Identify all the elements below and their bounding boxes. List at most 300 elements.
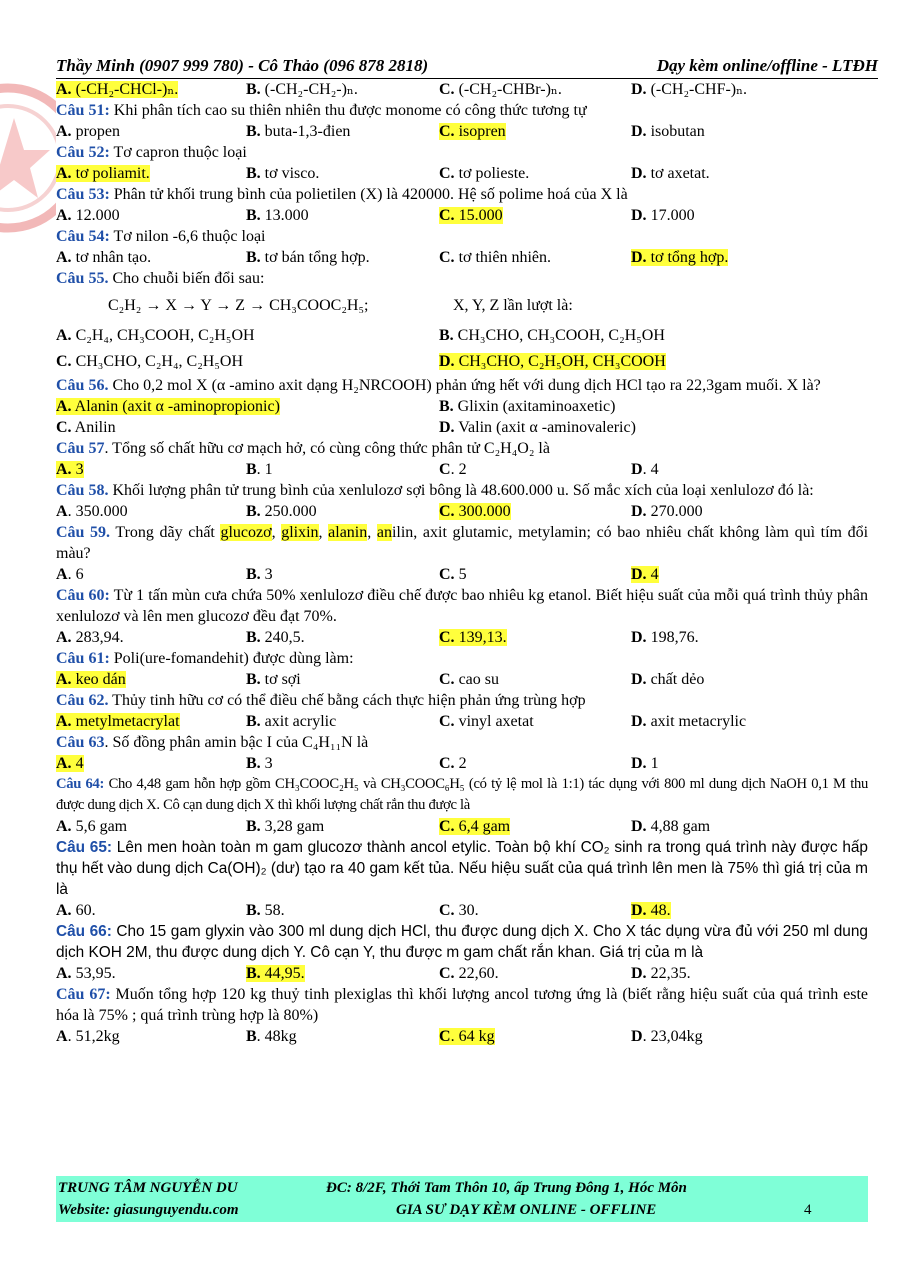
- option-text: 3: [260, 566, 273, 583]
- option-text: 13.000: [260, 207, 309, 224]
- option-b: [439, 396, 615, 417]
- option-label: D.: [631, 165, 647, 182]
- question-5: [56, 268, 868, 375]
- option-text: Valin (axit α -aminovaleric): [454, 419, 636, 436]
- option-body: [631, 755, 659, 772]
- option-d: [631, 247, 728, 268]
- option-label: A: [56, 566, 68, 583]
- option-label: B.: [246, 123, 261, 140]
- option-label: D.: [631, 818, 647, 835]
- question-7: [56, 438, 868, 480]
- question-stem-text: Cho 4,48 gam hỗn hợp gồm CH₃COOC₂H₅ và CH₃COOC₆H₅ (có tỷ lệ mol là 1:1) tác dụng với 800 ml dung dịch NaOH 0,1 M thu được dung dịch X. Cô cạn dung dịch X thì khối lượng chất rắn thu được là: [56, 776, 868, 813]
- option-text: C₂H₄, CH₃COOH, C₂H₅OH: [71, 327, 255, 344]
- question-stem-text: Khối lượng phân tử trung bình của xenlulozơ sợi bông là 48.600.000 u. Số mắc xích của loại xenlulozơ đó là:: [108, 482, 814, 499]
- option-body: [631, 965, 691, 982]
- option-label: B.: [439, 327, 454, 344]
- option-text: . 4: [642, 461, 659, 478]
- option-a: [56, 816, 127, 837]
- question-14: [56, 774, 868, 837]
- option-body: [56, 629, 124, 646]
- option-body: [246, 81, 358, 98]
- question-12: [56, 690, 868, 732]
- option-label: C.: [439, 566, 455, 583]
- option-text: tơ sợi: [260, 671, 301, 688]
- question-8: [56, 480, 868, 522]
- question-stem: [56, 984, 868, 1026]
- correct-answer-highlight: [439, 503, 511, 520]
- option-d: [631, 459, 659, 480]
- option-body: [246, 566, 273, 583]
- option-text: CH₃CHO, C₂H₄, C₂H₅OH: [71, 353, 244, 370]
- question-stem-part: ,: [318, 524, 329, 541]
- option-c: [439, 564, 467, 585]
- option-label: A.: [56, 249, 72, 266]
- option-a: [56, 459, 84, 480]
- option-body: [246, 902, 285, 919]
- option-c: [439, 205, 503, 226]
- footer-website: Website: giasunguyendu.com: [58, 1202, 239, 1218]
- option-body: [631, 1028, 703, 1045]
- correct-answer-highlight: [56, 713, 180, 730]
- correct-answer-highlight: [439, 123, 506, 140]
- question-number: Câu 56.: [56, 377, 109, 394]
- option-label: A.: [56, 671, 72, 688]
- option-d: [631, 564, 659, 585]
- option-body: [56, 353, 243, 370]
- option-label: B.: [246, 503, 261, 520]
- option-body: [246, 1028, 297, 1045]
- option-label: B: [246, 461, 257, 478]
- option-a: [56, 669, 126, 690]
- option-body: [56, 327, 255, 344]
- question-number: Câu 51:: [56, 102, 110, 119]
- question-stem-text: Thủy tinh hữu cơ có thể điều chế bằng cách thực hiện phản ứng trùng hợp: [108, 692, 586, 709]
- option-text: . 64 kg: [450, 1028, 495, 1045]
- options-row: [56, 205, 868, 226]
- option-text: chất dẻo: [646, 671, 705, 688]
- option-d: [439, 417, 636, 438]
- option-c: [439, 900, 479, 921]
- option-text: 53,95.: [71, 965, 116, 982]
- option-label: C: [439, 461, 451, 478]
- question-stem-part: ,: [271, 524, 282, 541]
- option-text: 22,35.: [646, 965, 691, 982]
- option-text: 30.: [454, 902, 479, 919]
- option-text: tơ nhân tạo.: [71, 249, 152, 266]
- option-text: vinyl axetat: [454, 713, 534, 730]
- option-text: 139,13.: [454, 629, 507, 646]
- option-body: [439, 165, 529, 182]
- option-text: 4: [646, 566, 659, 583]
- option-body: [439, 965, 499, 982]
- option-text: 198,76.: [646, 629, 699, 646]
- option-body: [56, 566, 84, 583]
- option-body: [631, 165, 710, 182]
- option-label: C.: [439, 671, 455, 688]
- option-text: tơ thiên nhiên.: [454, 249, 552, 266]
- option-text: 4,88 gam: [646, 818, 711, 835]
- question-stem-text: Phân tử khối trung bình của polietilen (X) là 420000. Hệ số polime hoá của X là: [109, 186, 628, 203]
- option-label: A: [56, 503, 68, 520]
- question-stem-text: . Tổng số chất hữu cơ mạch hở, có cùng công thức phân tử C₂H₄O₂ là: [104, 440, 550, 457]
- option-c: [439, 627, 507, 648]
- option-text: 2: [454, 755, 467, 772]
- option-text: axit metacrylic: [646, 713, 747, 730]
- option-label: C.: [439, 123, 455, 140]
- option-c: [439, 501, 511, 522]
- option-a: [56, 323, 255, 349]
- correct-answer-highlight: [439, 629, 507, 646]
- question-stem-text: Tơ nilon -6,6 thuộc loại: [109, 228, 266, 245]
- option-body: [246, 671, 301, 688]
- option-text: tơ bán tổng hợp.: [260, 249, 370, 266]
- option-text: . 350.000: [67, 503, 128, 520]
- question-stem-text: Lên men hoàn toàn m gam glucozơ thành ancol etylic. Toàn bộ khí CO₂ sinh ra trong quá trình này được hấp thụ hết vào dung dịch Ca(OH)₂ (dư) tạo ra 40 gam kết tủa. Nếu hiệu suất của quá trình lên men là 75% thì giá trị của m là: [56, 839, 868, 898]
- option-body: [631, 713, 746, 730]
- question-number: Câu 60:: [56, 587, 110, 604]
- option-body: [56, 207, 120, 224]
- option-body: [56, 503, 128, 520]
- options-row: [56, 459, 868, 480]
- option-label: C.: [439, 755, 455, 772]
- option-text: isopren: [454, 123, 506, 140]
- option-text: CH₃CHO, CH₃COOH, C₂H₅OH: [453, 327, 665, 344]
- question-15: [56, 837, 868, 921]
- option-body: [439, 566, 467, 583]
- option-label: C.: [439, 207, 455, 224]
- option-label: B.: [246, 249, 261, 266]
- option-text: 17.000: [646, 207, 695, 224]
- header-tagline: Dạy kèm online/offline - LTĐH: [656, 56, 878, 75]
- question-number: Câu 67:: [56, 986, 111, 1003]
- option-label: B: [246, 1028, 257, 1045]
- option-b: [246, 816, 324, 837]
- question-stem: [56, 480, 868, 501]
- question-number: Câu 66:: [56, 923, 112, 940]
- option-text: 60.: [71, 902, 96, 919]
- question-stem: [56, 732, 868, 753]
- correct-answer-highlight: [56, 398, 280, 415]
- option-label: C.: [439, 165, 455, 182]
- option-d: [631, 163, 710, 184]
- option-a: [56, 753, 84, 774]
- question-stem-part: glucozơ: [220, 524, 272, 541]
- option-label: D.: [631, 713, 647, 730]
- option-d: [631, 79, 747, 100]
- option-text: tơ tổng hợp.: [646, 249, 729, 266]
- option-body: [246, 207, 309, 224]
- option-label: B.: [439, 398, 454, 415]
- correct-answer-highlight: [631, 566, 659, 583]
- option-label: C.: [56, 419, 72, 436]
- option-a: [56, 121, 120, 142]
- correct-answer-highlight: [56, 671, 126, 688]
- option-text: 283,94.: [71, 629, 124, 646]
- question-10: [56, 585, 868, 648]
- question-stem: [56, 142, 868, 163]
- option-c: [439, 753, 467, 774]
- option-a: [56, 900, 96, 921]
- question-stem: [56, 522, 868, 564]
- option-c: [439, 79, 562, 100]
- options-row: [56, 711, 868, 732]
- correct-answer-highlight: [439, 818, 510, 835]
- option-d: [631, 669, 704, 690]
- option-text: 58.: [260, 902, 285, 919]
- option-a: [56, 396, 280, 417]
- option-label: D.: [439, 419, 455, 436]
- question-stem: [56, 690, 868, 711]
- question-6: [56, 375, 868, 438]
- option-text: . 2: [450, 461, 467, 478]
- question-stem-part: an: [376, 524, 392, 541]
- option-text: 6,4 gam: [454, 818, 511, 835]
- option-b: [246, 669, 301, 690]
- option-text: 5,6 gam: [71, 818, 128, 835]
- options-row: [56, 396, 868, 417]
- option-d: [631, 900, 671, 921]
- option-text: 12.000: [71, 207, 120, 224]
- option-b: [246, 121, 350, 142]
- option-body: [56, 965, 116, 982]
- option-body: [631, 629, 699, 646]
- option-c: [439, 711, 534, 732]
- footer-service: GIA SƯ DẠY KÈM ONLINE - OFFLINE: [396, 1202, 657, 1218]
- option-text: 22,60.: [454, 965, 499, 982]
- option-a: [56, 627, 124, 648]
- option-label: A.: [56, 165, 72, 182]
- option-body: [439, 419, 636, 436]
- option-label: C.: [439, 713, 455, 730]
- options-row: [56, 627, 868, 648]
- reaction-chain-formula: C₂H₂ → X → Y → Z → CH₃COOC₂H₅;: [108, 297, 369, 314]
- question-stem-text: Tơ capron thuộc loại: [109, 144, 247, 161]
- question-stem: [56, 268, 868, 289]
- option-label: D.: [631, 249, 647, 266]
- correct-answer-highlight: [56, 755, 84, 772]
- option-text: tơ axetat.: [646, 165, 710, 182]
- option-label: A.: [56, 81, 72, 98]
- option-label: D.: [439, 353, 455, 370]
- option-d: [631, 1026, 703, 1047]
- option-a: [56, 79, 178, 100]
- option-a: [56, 1026, 120, 1047]
- option-label: C.: [439, 249, 455, 266]
- option-b: [246, 205, 309, 226]
- question-17: [56, 984, 868, 1047]
- option-text: (-CH₂-CHF-)ₙ.: [646, 81, 748, 98]
- option-body: [439, 461, 467, 478]
- option-body: [439, 327, 665, 344]
- question-number: Câu 62.: [56, 692, 109, 709]
- options-row: [56, 669, 868, 690]
- option-d: [631, 753, 659, 774]
- options-row: [56, 753, 868, 774]
- option-body: [246, 249, 370, 266]
- option-label: B.: [246, 818, 261, 835]
- option-body: [631, 503, 703, 520]
- option-label: C.: [439, 629, 455, 646]
- question-stem-text: Cho 0,2 mol X (α -amino axit dạng H₂NRCOOH) phản ứng hết với dung dịch HCl tạo ra 22,3gam muối. X là?: [108, 377, 821, 394]
- option-label: D.: [631, 566, 647, 583]
- option-text: 3,28 gam: [260, 818, 325, 835]
- question-stem-text: . Số đồng phân amin bậc I của C₄H₁₁N là: [104, 734, 369, 751]
- option-body: [439, 398, 615, 415]
- option-c: [439, 669, 499, 690]
- option-label: C.: [439, 503, 455, 520]
- options-row: [56, 417, 868, 438]
- question-number: Câu 64:: [56, 776, 105, 792]
- option-b: [246, 459, 273, 480]
- question-number: Câu 65:: [56, 839, 113, 856]
- reaction-chain: [108, 295, 868, 317]
- option-label: C.: [439, 818, 455, 835]
- option-text: . 23,04kg: [642, 1028, 703, 1045]
- question-stem: [56, 438, 868, 459]
- option-body: [56, 1028, 120, 1045]
- option-label: B.: [246, 566, 261, 583]
- option-a: [56, 564, 84, 585]
- option-body: [631, 818, 710, 835]
- option-text: (-CH₂-CH₂-)ₙ.: [260, 81, 358, 98]
- option-body: [631, 123, 705, 140]
- option-label: C.: [439, 81, 455, 98]
- option-label: D: [631, 461, 643, 478]
- option-text: metylmetacrylat: [71, 713, 180, 730]
- options-row: [56, 564, 868, 585]
- option-text: axit acrylic: [260, 713, 337, 730]
- correct-answer-highlight: [439, 207, 503, 224]
- option-c: [56, 349, 243, 375]
- option-body: [56, 818, 127, 835]
- option-label: D.: [631, 81, 647, 98]
- options-row: [56, 1026, 868, 1047]
- option-d: [439, 349, 666, 375]
- option-b: [246, 501, 317, 522]
- option-label: B.: [246, 713, 261, 730]
- options-row: [56, 501, 868, 522]
- option-c: [56, 417, 116, 438]
- question-9: [56, 522, 868, 585]
- option-body: [246, 123, 350, 140]
- question-stem-part: alanin: [328, 524, 368, 541]
- option-text: 240,5.: [260, 629, 305, 646]
- option-label: C: [439, 1028, 451, 1045]
- footer-center-name: TRUNG TÂM NGUYỄN DU: [58, 1180, 238, 1196]
- option-text: . 51,2kg: [67, 1028, 120, 1045]
- question-stem: [56, 837, 868, 900]
- question-stem-part: glixin: [281, 524, 319, 541]
- option-label: A.: [56, 461, 72, 478]
- option-label: A.: [56, 713, 72, 730]
- option-b: [246, 753, 273, 774]
- question-number: Câu 58.: [56, 482, 109, 499]
- question-number: Câu 57: [56, 440, 105, 457]
- option-text: (-CH₂-CHCl-)ₙ.: [71, 81, 179, 98]
- option-c: [439, 459, 467, 480]
- option-d: [631, 121, 705, 142]
- question-stem-part: Trong dãy chất: [110, 524, 221, 541]
- option-text: 300.000: [454, 503, 511, 520]
- correct-answer-highlight: [439, 353, 666, 370]
- question-stem: [56, 648, 868, 669]
- option-body: [631, 81, 747, 98]
- option-label: B.: [246, 207, 261, 224]
- options-row: [56, 79, 868, 100]
- question-0: [56, 79, 868, 100]
- header-teachers: Thầy Minh (0907 999 780) - Cô Thảo (096 878 2818): [56, 56, 429, 75]
- option-label: D.: [631, 629, 647, 646]
- option-b: [246, 1026, 297, 1047]
- correct-answer-highlight: [631, 249, 728, 266]
- option-body: [246, 503, 317, 520]
- question-number: Câu 61:: [56, 650, 110, 667]
- question-number: Câu 55.: [56, 270, 109, 287]
- option-b: [246, 900, 285, 921]
- question-stem: [56, 226, 868, 247]
- question-stem-part: ,: [367, 524, 377, 541]
- option-b: [246, 711, 336, 732]
- options-row: [56, 816, 868, 837]
- option-b: [246, 627, 305, 648]
- option-label: D: [631, 1028, 643, 1045]
- option-body: [56, 249, 151, 266]
- option-body: [439, 249, 551, 266]
- option-text: tơ poliamit.: [71, 165, 150, 182]
- question-3: [56, 184, 868, 226]
- option-a: [56, 247, 151, 268]
- option-label: A.: [56, 818, 72, 835]
- question-4: [56, 226, 868, 268]
- option-label: C.: [439, 965, 455, 982]
- option-text: tơ visco.: [260, 165, 320, 182]
- question-stem-text: Từ 1 tấn mùn cưa chứa 50% xenlulozơ điều chế được bao nhiêu kg etanol. Biết hiệu suất của mỗi quá trình thủy phân xenlulozơ và lên men glucozơ đều đạt 70%.: [56, 587, 869, 625]
- question-stem: [56, 184, 868, 205]
- question-number: Câu 52:: [56, 144, 110, 161]
- option-label: A.: [56, 629, 72, 646]
- correct-answer-highlight: [246, 965, 305, 982]
- question-stem-text: Cho 15 gam glyxin vào 300 ml dung dịch HCl, thu được dung dịch X. Cho X tác dụng vừa đủ với 250 ml dung dịch KOH 2M, thu được dung dịch Y. Cô cạn Y, thu được m gam chất rắn khan. Giá trị của m là: [56, 923, 868, 961]
- option-body: [56, 123, 120, 140]
- option-body: [246, 461, 273, 478]
- option-text: cao su: [454, 671, 499, 688]
- question-stem-text: Muốn tổng hợp 120 kg thuỷ tinh plexiglas thì khối lượng ancol tương ứng là (biết rằng hiệu suất của quá trình este hóa là 75% ; quá trình trùng hợp là 80%): [56, 986, 869, 1024]
- question-stem: [56, 375, 868, 396]
- option-d: [631, 963, 691, 984]
- option-body: [631, 671, 704, 688]
- option-text: . 48kg: [256, 1028, 297, 1045]
- option-body: [246, 629, 305, 646]
- options-row: [56, 121, 868, 142]
- option-a: [56, 711, 180, 732]
- option-label: A.: [56, 755, 72, 772]
- option-b: [246, 163, 319, 184]
- option-label: A.: [56, 398, 72, 415]
- question-number: Câu 63: [56, 734, 105, 751]
- option-text: 3: [260, 755, 273, 772]
- option-label: A: [56, 1028, 68, 1045]
- option-label: A.: [56, 902, 72, 919]
- option-label: A.: [56, 327, 72, 344]
- option-label: D.: [631, 902, 647, 919]
- option-label: B.: [246, 671, 261, 688]
- option-label: D.: [631, 671, 647, 688]
- option-body: [246, 818, 324, 835]
- option-label: B.: [246, 965, 261, 982]
- options-row: [56, 163, 868, 184]
- option-b: [246, 79, 358, 100]
- option-text: 3: [71, 461, 84, 478]
